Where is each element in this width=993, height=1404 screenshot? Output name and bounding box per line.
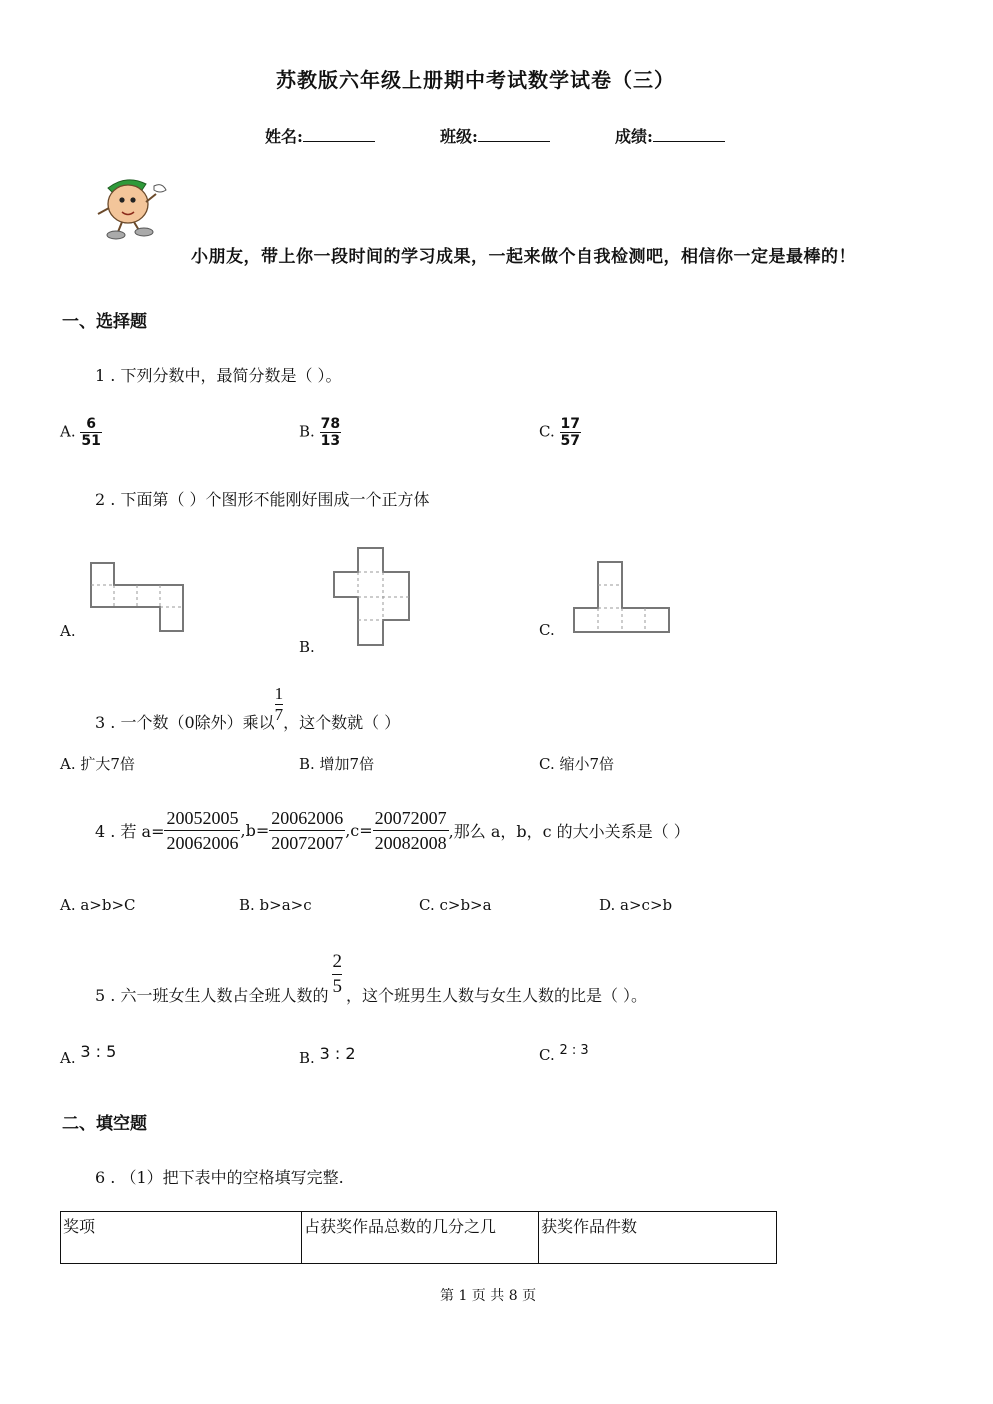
q2-option-c-label[interactable]: C. — [539, 621, 555, 639]
fraction-numerator: 1 — [274, 684, 284, 703]
fraction-denominator: 20082008 — [373, 830, 449, 855]
question-2: 2 . 下面第（ ）个图形不能刚好围成一个正方体 — [95, 490, 430, 509]
class-blank[interactable] — [478, 127, 550, 142]
fraction — [320, 416, 341, 449]
question-6: 6 . （1）把下表中的空格填写完整. — [95, 1168, 344, 1187]
fraction-numerator: 20072007 — [374, 808, 447, 828]
q1-option-c[interactable] — [539, 416, 581, 449]
question-4-c-label: ,c= — [345, 821, 373, 840]
mascot-icon — [88, 172, 170, 244]
question-4-b-label: ,b= — [240, 821, 270, 840]
q2-option-b-label[interactable]: B. — [299, 638, 315, 656]
page-footer: 第 1 页 共 8 页 — [440, 1288, 537, 1304]
fraction-denominator: 5 — [332, 976, 342, 997]
fraction-numerator: 17 — [560, 416, 580, 432]
option-label: B. — [299, 1049, 315, 1067]
q3-option-c[interactable]: C. 缩小7倍 — [539, 755, 615, 773]
fraction-a — [164, 806, 240, 855]
question-3-prefix: 3 . 一个数（0除外）乘以 — [95, 713, 275, 732]
score-field — [615, 124, 725, 147]
fraction — [332, 950, 342, 999]
section-fill-title: 二、填空题 — [62, 1114, 147, 1134]
fraction-denominator: 7 — [274, 705, 284, 724]
fraction-denominator: 57 — [560, 433, 580, 449]
question-4-prefix: 4 . 若 a= — [95, 822, 165, 841]
intro-text: 小朋友，带上你一段时间的学习成果，一起来做个自我检测吧，相信你一定是最棒的！ — [191, 247, 856, 267]
table-header-award: 奖项 — [61, 1212, 302, 1264]
name-label: 姓名: — [265, 127, 303, 146]
option-label: C. — [539, 1046, 555, 1064]
name-blank[interactable] — [303, 127, 375, 142]
fraction-denominator: 20072007 — [269, 830, 345, 855]
fraction-c — [373, 806, 449, 855]
q5-option-c[interactable] — [539, 1043, 589, 1064]
q4-option-d[interactable]: D. a>c>b — [599, 896, 673, 914]
ratio-value: 3 : 5 — [80, 1042, 117, 1061]
fraction — [80, 416, 101, 449]
question-3 — [95, 684, 400, 733]
q1-option-a[interactable] — [60, 416, 102, 449]
award-table — [60, 1211, 777, 1264]
fraction — [560, 416, 581, 449]
q4-option-b[interactable]: B. b>a>c — [239, 896, 312, 914]
q1-option-b[interactable] — [299, 416, 341, 449]
section-choice-title: 一、选择题 — [62, 312, 147, 332]
fraction-numerator: 2 — [332, 951, 342, 972]
table-header-count: 获奖作品件数 — [539, 1212, 777, 1264]
option-label: C. — [539, 422, 555, 441]
q4-option-c[interactable]: C. c>b>a — [419, 896, 492, 914]
fraction-b — [269, 806, 345, 855]
cube-net-b-diagram — [333, 547, 411, 647]
fraction — [275, 684, 284, 725]
score-label: 成绩: — [615, 127, 653, 146]
q3-option-a[interactable]: A. 扩大7倍 — [60, 755, 135, 773]
question-4-suffix: ,那么 a，b，c 的大小关系是（ ） — [448, 822, 690, 841]
name-field — [265, 124, 375, 147]
class-field — [440, 124, 550, 147]
fraction-numerator: 20052005 — [166, 808, 239, 828]
ratio-value: 2 : 3 — [559, 1043, 589, 1058]
score-blank[interactable] — [653, 127, 725, 142]
question-1: 1 . 下列分数中，最简分数是（ ）。 — [95, 366, 342, 385]
option-label: B. — [299, 422, 315, 441]
question-3-suffix: ，这个数就（ ） — [283, 713, 401, 732]
question-5 — [95, 950, 647, 1006]
question-4 — [95, 806, 690, 855]
class-label: 班级: — [440, 127, 478, 146]
page-title: 苏教版六年级上册期中考试数学试卷（三） — [276, 68, 675, 92]
fraction-numerator: 78 — [320, 416, 341, 432]
fraction-denominator: 51 — [81, 433, 101, 449]
cube-net-a-diagram — [90, 562, 186, 634]
q3-option-b[interactable]: B. 增加7倍 — [299, 755, 375, 773]
question-5-prefix: 5 . 六一班女生人数占全班人数的 — [95, 986, 329, 1005]
fraction-denominator: 13 — [320, 433, 341, 449]
fraction-denominator: 20062006 — [164, 830, 240, 855]
q5-option-a[interactable] — [60, 1042, 117, 1067]
q2-option-a-label[interactable]: A. — [60, 622, 76, 640]
fraction-numerator: 20062006 — [271, 808, 344, 828]
cube-net-c-diagram — [573, 561, 671, 635]
option-label: A. — [60, 422, 76, 441]
ratio-value: 3 : 2 — [319, 1044, 356, 1063]
q4-option-a[interactable]: A. a>b>C — [60, 896, 136, 914]
table-header-fraction: 占获奖作品总数的几分之几 — [302, 1212, 539, 1264]
q5-option-b[interactable] — [299, 1044, 356, 1067]
fraction-numerator: 6 — [86, 416, 96, 432]
option-label: A. — [60, 1049, 76, 1067]
table-row — [61, 1212, 777, 1264]
question-5-suffix: ，这个班男生人数与女生人数的比是（ ）。 — [345, 986, 648, 1005]
